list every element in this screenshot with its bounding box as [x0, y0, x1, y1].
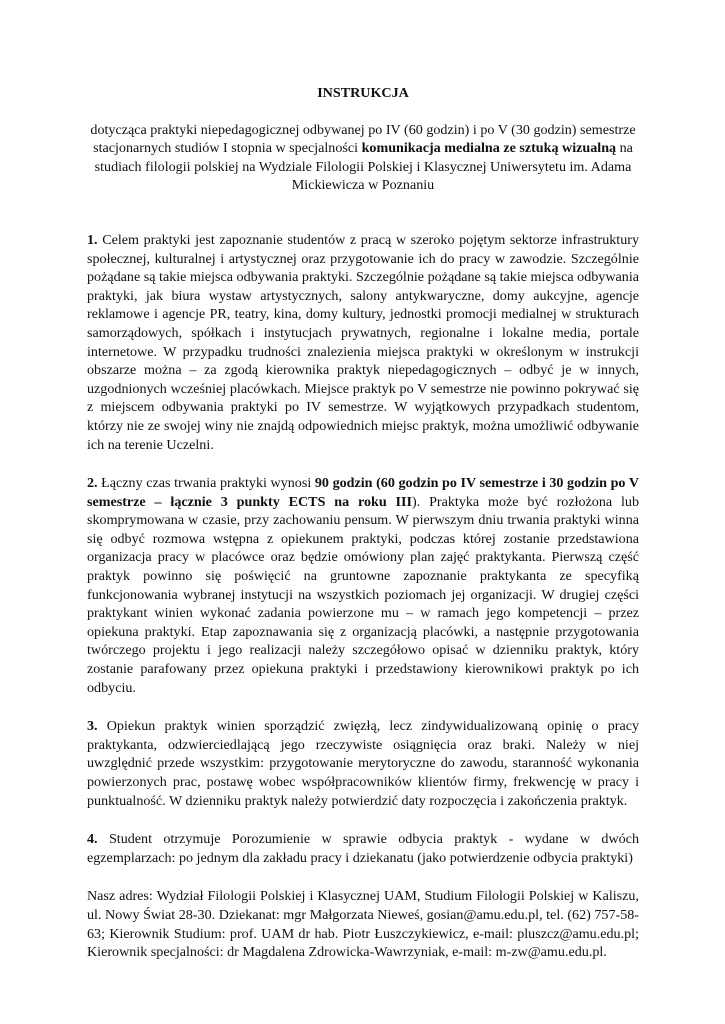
section-4-text: Student otrzymuje Porozumienie w sprawie odbycia praktyk - wydane w dwóch egzemplarzach: po jednym dla zakładu pracy i dziekanatu (jako potwierdzenie odbycia praktyki) — [87, 831, 639, 866]
section-3 — [87, 717, 639, 810]
section-2-text-before: Łączny czas trwania praktyki wynosi — [97, 475, 315, 492]
section-3-text: Opiekun praktyk winien sporządzić zwięzłą, lecz zindywidualizowaną opinię o pracy praktykanta, odzwierciedlającą jego rzeczywiste osiągnięcia oraz braki. Należy w niej uwzględnić przede wszystkim: przygotowanie merytoryczne do zawodu, staranność wykonania powierzonych prac, postawę wobec współpracowników klientów firmy, frekwencję w pracy i punktualność. W dzienniku praktyk należy potwierdzić daty rozpoczęcia i zakończenia praktyk. — [87, 718, 639, 809]
contact-address: Nasz adres: Wydział Filologii Polskiej i Klasycznej UAM, Studium Filologii Polskiej w Kaliszu, ul. Nowy Świat 28-30. Dziekanat: mgr Małgorzata Nieweś, gosian@amu.edu.pl, tel. (62) 757-58-63; Kierownik Studium: prof. UAM dr hab. Piotr Łuszczykiewicz, e-mail: pluszcz@amu.edu.pl; Kierownik specjalności: dr Magdalena Zdrowicka-Wawrzyniak, e-mail: m-zw@amu.edu.pl. — [87, 888, 639, 961]
document-title: INSTRUKCJA — [317, 85, 409, 101]
document-subtitle — [87, 121, 639, 195]
section-2-hours: 90 godzin (60 godzin po IV semestrze i 30 godzin po V semestrze – łącznie 3 punkty ECTS na roku III — [87, 475, 639, 510]
section-2-number: 2. — [87, 475, 98, 492]
subtitle-text-2: na studiach filologii polskiej na Wydziale Filologii Polskiej i Klasycznej Uniwersytetu im. Adama Mickiewicza w Poznaniu — [94, 140, 633, 194]
section-3-number: 3. — [87, 718, 98, 735]
section-1-text: Celem praktyki jest zapoznanie studentów z pracą w szeroko pojętym sektorze infrastruktury społecznej, kulturalnej i artystycznej oraz przygotowanie ich do pracy w zawodzie. Szczególnie pożądane są takie miejsca odbywania praktyki. Szczególnie pożądane są takie miejsca odbywania praktyki, jak biura wystaw artystycznych, salony antykwaryczne, domy aukcyjne, agencje reklamowe i agencje PR, teatry, kina, domy kultury, jednostki promocji medialnej w strukturach samorządowych, spółkach i instytucjach prywatnych, regionalne i lokalne media, portale internetowe. W przypadku trudności znalezienia miejsca praktyki w określonym w instrukcji obszarze można – za zgodą kierownika praktyk niepedagogicznych – odbyć je w innych, uzgodnionych wcześniej placówkach. Miejsce praktyk po V semestrze nie powinno pokrywać się z miejscem odbywania praktyki po IV semestrze. W wyjątkowych przypadkach studentom, którzy nie ze swojej winy nie znajdą odpowiednich miejsc praktyk, można umożliwić odbywanie ich na terenie Uczelni. — [87, 231, 639, 453]
section-2-text-after: ). Praktyka może być rozłożona lub skomprymowana w czasie, przy zachowaniu pensum. W pierwszym dniu trwania praktyki winna się odbyć rozmowa wstępna z opiekunem praktyki, podczas której zostanie przedstawiona organizacja pracy w placówce oraz będzie omówiony plan zajęć praktykanta. Pierwszą część praktyk powinno się poświęcić na gruntowne zapoznanie praktykanta ze specyfiką funkcjonowania wybranej instytucji na wszystkich poziomach jej organizacji. W drugiej części praktykant winien wykonać zadania powierzone mu – w ramach jego kompetencji – przez opiekuna praktyki. Etap zapoznawania się z organizacją placówki, a następnie przygotowania twórczego projektu i jego realizacji należy szczegółowo opisać w dzienniku praktyk, który zostanie parafowany przez opiekuna praktyki i przedstawiony kierownikowi praktyk po ich odbyciu. — [87, 493, 640, 696]
section-1-number: 1. — [87, 231, 98, 248]
section-4-number: 4. — [87, 831, 98, 848]
section-4 — [87, 830, 639, 867]
subtitle-specialty: komunikacja medialna ze sztuką wizualną — [361, 140, 617, 157]
subtitle-text-1: dotycząca praktyki niepedagogicznej odbywanej po IV (60 godzin) i po V (30 godzin) semestrze stacjonarnych studiów I stopnia w specjalności — [90, 121, 636, 157]
section-1 — [87, 231, 639, 454]
section-2 — [87, 474, 639, 697]
